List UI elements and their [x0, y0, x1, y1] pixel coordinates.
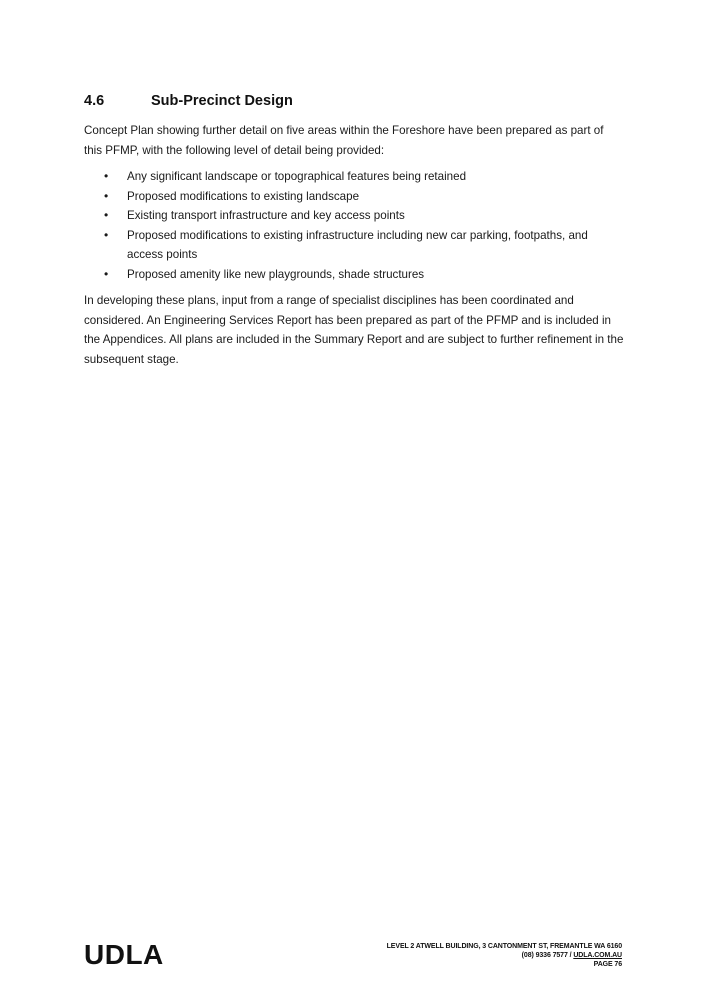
- list-item-text: Proposed modifications to existing infrastructure including new car parking, footpaths, and access points: [127, 228, 588, 261]
- footer-website-link[interactable]: UDLA.COM.AU: [573, 952, 622, 959]
- list-item: [84, 226, 624, 265]
- bullet-icon: •: [104, 227, 109, 242]
- list-item: [84, 167, 624, 187]
- bullet-icon: •: [104, 208, 109, 222]
- intro-paragraph: Concept Plan showing further detail on five areas within the Foreshore have been prepared as part of this PFMP, with the following level of detail being provided:: [84, 124, 604, 157]
- section-number: 4.6: [84, 93, 105, 109]
- footer-phone-line: [387, 951, 622, 960]
- list-item: [84, 206, 624, 226]
- list-item: [84, 187, 624, 207]
- bullet-icon: •: [104, 169, 109, 183]
- detail-list: [84, 167, 624, 284]
- footer-phone: (08) 9336 7577: [521, 952, 568, 959]
- list-item: [84, 265, 624, 285]
- section-body: [84, 121, 624, 369]
- closing-paragraph: In developing these plans, input from a range of specialist disciplines has been coordinated and considered. An Engineering Services Report has been prepared as part of the PFMP and is included in the Appendices. All plans are included in the Summary Report and are subject to further refinement in the subsequent stage.: [84, 294, 624, 366]
- footer-address: LEVEL 2 ATWELL BUILDING, 3 CANTONMENT ST, FREMANTLE WA 6160: [386, 943, 622, 950]
- list-item-text: Any significant landscape or topographical features being retained: [127, 170, 467, 183]
- bullet-icon: •: [104, 188, 109, 203]
- section-title: Sub-Precinct Design: [151, 93, 293, 109]
- page-number: PAGE 76: [593, 961, 622, 968]
- footer-separator: /: [567, 952, 574, 959]
- list-item-text: Existing transport infrastructure and key access points: [127, 209, 405, 222]
- footer-contact: [387, 942, 622, 969]
- section-heading: [84, 93, 293, 109]
- bullet-icon: •: [104, 266, 109, 281]
- list-item-text: Proposed amenity like new playgrounds, shade structures: [127, 267, 425, 281]
- list-item-text: Proposed modifications to existing landscape: [127, 189, 360, 203]
- udla-logo: UDLA: [84, 939, 164, 970]
